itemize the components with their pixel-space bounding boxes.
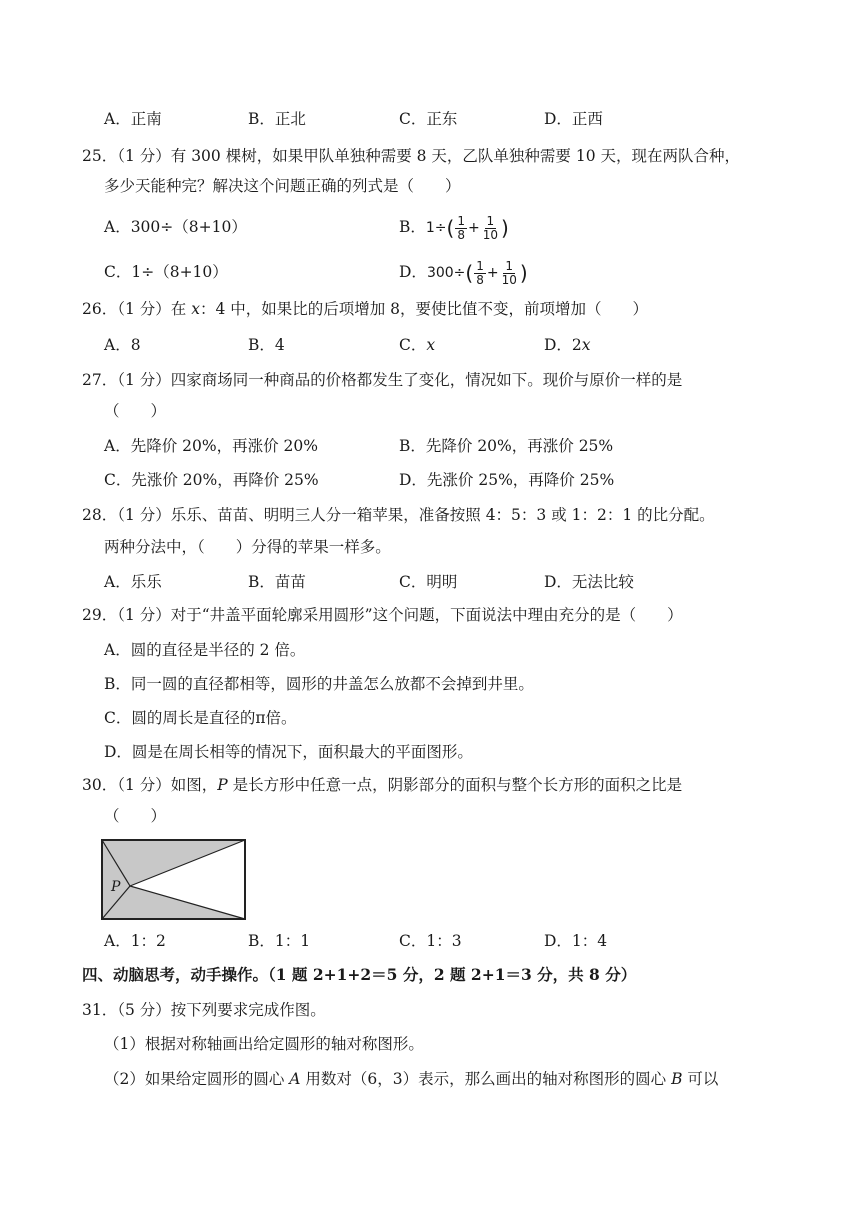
q25-option-d-lead: 300÷ xyxy=(426,265,466,281)
q28-option-d: D．无法比较 xyxy=(544,573,634,591)
q30-option-c: C．1：3 xyxy=(399,932,462,950)
q28-option-c: C．明明 xyxy=(399,573,458,591)
frac-numerator: 1 xyxy=(505,258,514,273)
q27-option-c: C．先涨价 20%，再降价 25% xyxy=(104,471,319,489)
q28-question-line2: 两种分法中，（ ）分得的苹果一样多。 xyxy=(104,538,391,556)
q25-option-d-frac2 xyxy=(500,260,519,287)
frac-denominator: 10 xyxy=(501,272,517,287)
frac-numerator: 1 xyxy=(486,213,495,228)
q26-option-d xyxy=(544,334,591,356)
q30-text-pre: 30．（1 分）如图， xyxy=(82,776,218,794)
q26-option-d-letter: D．2 xyxy=(544,336,582,354)
q26-question xyxy=(82,298,648,320)
q25-option-b-rparen: ) xyxy=(501,216,509,240)
q29-option-c: C．圆的周长是直径的π倍。 xyxy=(104,709,297,727)
q29-option-d: D．圆是在周长相等的情况下，面积最大的平面图形。 xyxy=(104,743,473,761)
q26-option-c-letter: C． xyxy=(399,336,427,354)
q26-text-pre: 26．（1 分）在 xyxy=(82,300,192,318)
q28-option-b: B．苗苗 xyxy=(248,573,306,591)
q25-option-b-lead: 1÷ xyxy=(425,220,447,236)
q25-option-c: C．1÷（8+10） xyxy=(104,263,228,281)
q25-option-b xyxy=(399,210,509,245)
q24-option-b: B．正北 xyxy=(248,110,306,128)
q25-question-line1: 25．（1 分）有 300 棵树，如果甲队单独种需要 8 天，乙队单独种需要 10 天，现在两队合种， xyxy=(82,147,740,165)
q25-option-d-lparen: ( xyxy=(465,261,474,285)
q30-question-line2: （ ） xyxy=(104,807,167,825)
q31-var-b: B xyxy=(671,1070,683,1088)
q29-option-a: A．圆的直径是半径的 2 倍。 xyxy=(104,641,306,659)
q25-option-b-lparen: ( xyxy=(446,216,455,240)
q26-var-x: x xyxy=(191,300,200,318)
q31-sub2-post: 可以 xyxy=(682,1070,719,1088)
q26-option-c-var: x xyxy=(426,336,436,354)
point-p-label: P xyxy=(111,879,121,895)
q31-sub2-mid: 用数对（6，3）表示，那么画出的轴对称图形的圆心 xyxy=(300,1070,672,1088)
q25-question-line2: 多少天能种完？解决这个问题正确的列式是（ ） xyxy=(104,177,461,195)
q30-option-d: D．1：4 xyxy=(544,932,608,950)
q25-option-d-frac1 xyxy=(474,260,486,287)
q29-option-b: B．同一圆的直径都相等，圆形的井盖怎么放都不会掉到井里。 xyxy=(104,675,534,693)
q25-option-d-expr xyxy=(426,258,528,287)
q28-question-line1: 28．（1 分）乐乐、苗苗、明明三人分一箱苹果，准备按照 4：5：3 或 1：2：1 的比分配。 xyxy=(82,506,715,524)
q30-text-post: 是长方形中任意一点，阴影部分的面积与整个长方形的面积之比是 xyxy=(227,776,683,794)
q25-option-b-frac2 xyxy=(481,215,500,242)
frac-numerator: 1 xyxy=(476,258,484,273)
q31-var-a: A xyxy=(289,1070,301,1088)
q26-option-b: B．4 xyxy=(248,336,285,354)
q27-option-d: D．先涨价 25%，再降价 25% xyxy=(399,471,615,489)
q27-option-b: B．先降价 20%，再涨价 25% xyxy=(399,437,614,455)
q27-option-a: A．先降价 20%，再涨价 20% xyxy=(104,437,318,455)
q31-sub2 xyxy=(104,1068,718,1090)
q26-option-d-var: x xyxy=(581,336,591,354)
frac-numerator: 1 xyxy=(457,213,465,228)
q25-option-b-frac1 xyxy=(455,215,467,242)
q25-option-b-plus: + xyxy=(467,220,480,236)
q26-text-post: ：4 中，如果比的后项增加 8，要使比值不变，前项增加（ ） xyxy=(199,300,649,318)
q31-sub2-pre: （2）如果给定圆形的圆心 xyxy=(104,1070,290,1088)
q30-question-line1 xyxy=(82,774,682,796)
q31-sub1: （1）根据对称轴画出给定圆形的轴对称图形。 xyxy=(104,1035,424,1053)
q29-question: 29．（1 分）对于“井盖平面轮廓采用圆形”这个问题，下面说法中理由充分的是（ ） xyxy=(82,606,683,624)
q25-option-b-letter: B． xyxy=(399,218,426,236)
q30-rectangle-figure xyxy=(100,838,248,922)
frac-denominator: 8 xyxy=(457,227,465,242)
q25-option-b-expr xyxy=(425,213,509,242)
section4-heading: 四、动脑思考，动手操作。（1 题 2+1+2＝5 分，2 题 2+1＝3 分，共 8 分） xyxy=(82,965,637,984)
q25-option-a: A．300÷（8+10） xyxy=(104,218,247,236)
frac-denominator: 10 xyxy=(482,227,498,242)
q25-option-d xyxy=(399,255,528,290)
q24-option-c: C．正东 xyxy=(399,110,458,128)
q25-option-d-rparen: ) xyxy=(519,261,528,285)
q27-question-line2: （ ） xyxy=(104,402,167,420)
q26-option-a: A．8 xyxy=(104,336,141,354)
q25-option-d-plus: + xyxy=(486,265,499,281)
q26-option-c xyxy=(399,334,435,356)
q24-option-a: A．正南 xyxy=(104,110,162,128)
q25-option-d-letter: D． xyxy=(399,263,427,281)
q30-option-a: A．1：2 xyxy=(104,932,166,950)
frac-denominator: 8 xyxy=(476,272,484,287)
q31-question: 31．（5 分）按下列要求完成作图。 xyxy=(82,1001,326,1019)
q28-option-a: A．乐乐 xyxy=(104,573,162,591)
q27-question-line1: 27．（1 分）四家商场同一种商品的价格都发生了变化，情况如下。现价与原价一样的是 xyxy=(82,371,683,389)
q30-option-b: B．1：1 xyxy=(248,932,311,950)
q30-var-p: P xyxy=(217,776,228,794)
q24-option-d: D．正西 xyxy=(544,110,603,128)
